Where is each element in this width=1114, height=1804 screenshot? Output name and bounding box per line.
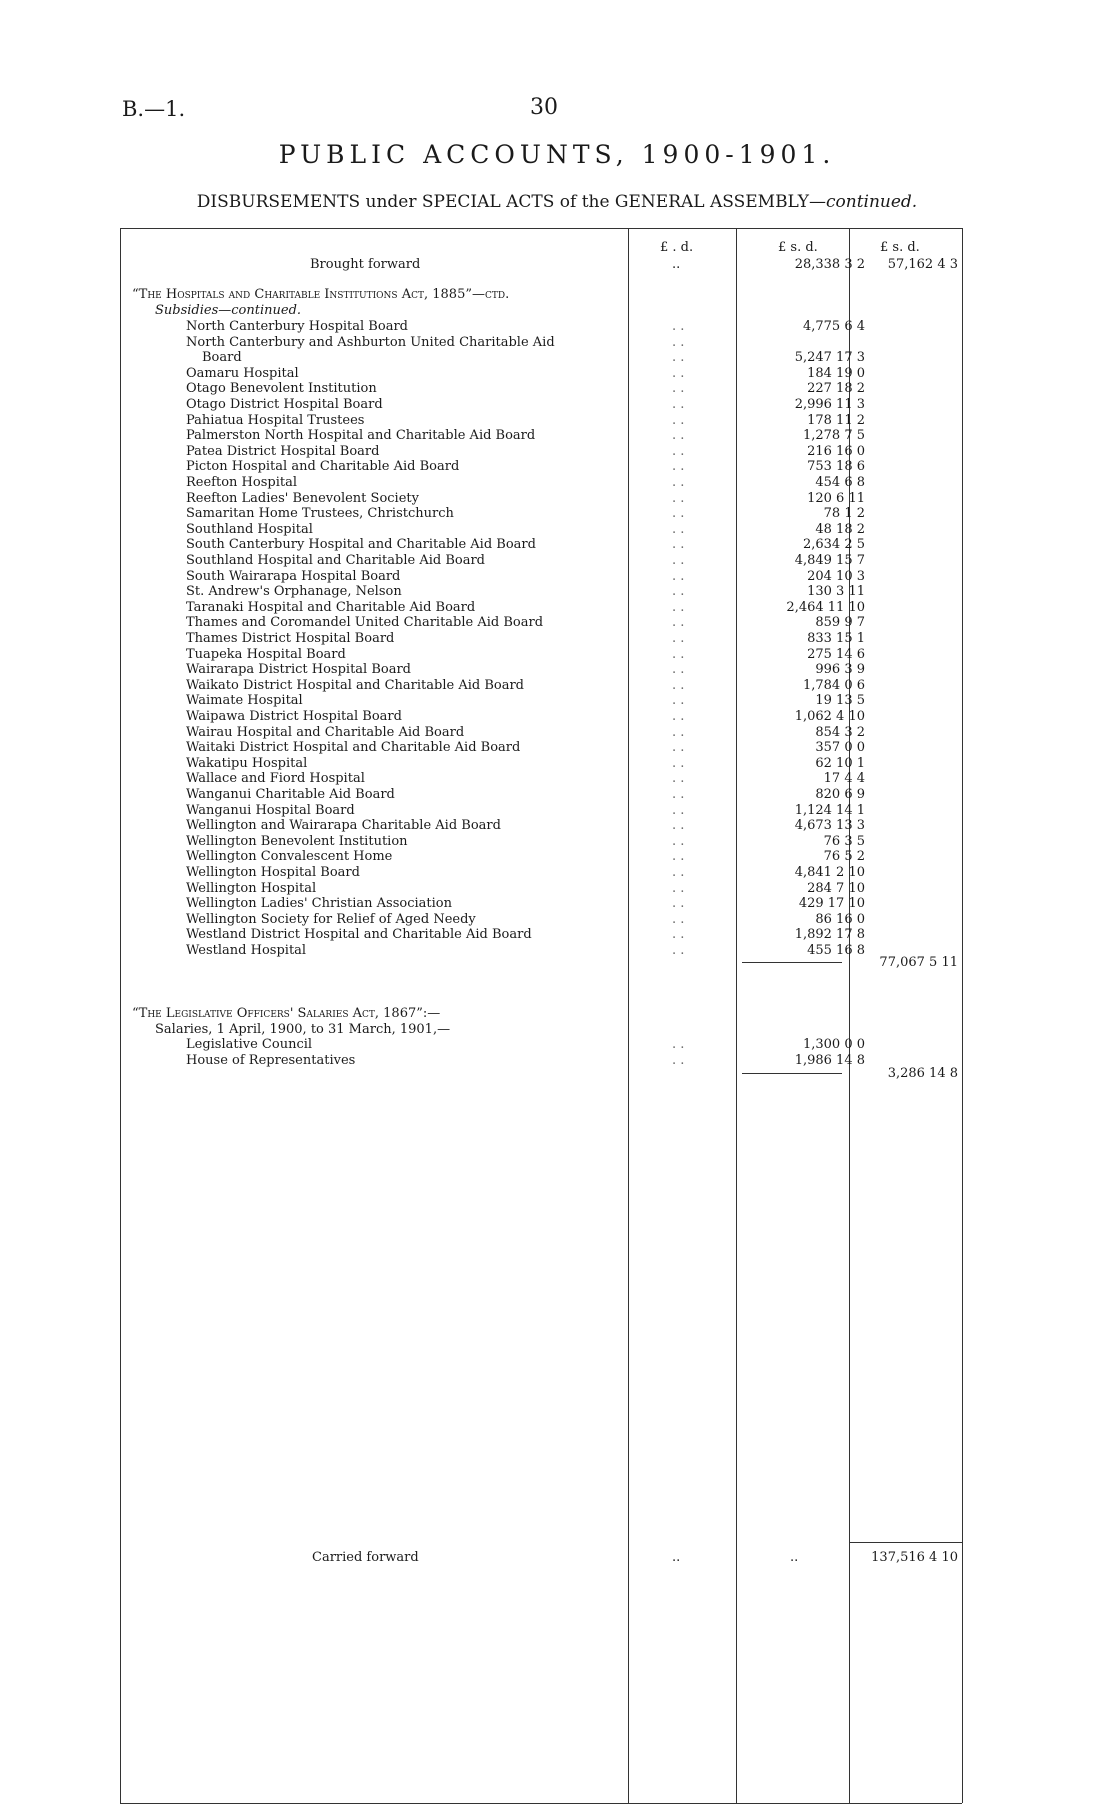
leader-dots: . .: [672, 646, 685, 662]
item-amount: 1,278 7 5: [802, 428, 865, 444]
item-label: Oamaru Hospital: [186, 365, 299, 381]
item-label: Thames District Hospital Board: [186, 631, 395, 646]
item-label: Board: [202, 350, 242, 366]
item-label: Tuapeka Hospital Board: [186, 646, 346, 662]
item-label: Wanganui Hospital Board: [186, 802, 355, 818]
list-item: [0, 709, 1114, 724]
item-amount: 76 5 2: [823, 849, 865, 865]
item-label: Wellington Ladies' Christian Association: [186, 896, 452, 912]
subtotal-rule: [742, 1073, 842, 1074]
page-subtitle: DISBURSEMENTS under SPECIAL ACTS of the GENERAL ASSEMBLY—continued.: [196, 192, 918, 212]
list-item: [0, 662, 1114, 677]
leader-dots: . .: [672, 677, 685, 693]
list-item: [0, 787, 1114, 802]
brought-forward-col-a: ..: [672, 257, 681, 272]
leader-dots: . .: [672, 553, 685, 568]
brought-forward-row: [0, 257, 1114, 272]
item-amount: 753 18 6: [807, 459, 865, 475]
item-label: Reefton Hospital: [186, 475, 297, 490]
item-label: Westland Hospital: [186, 943, 307, 958]
leader-dots: . .: [672, 943, 685, 958]
list-item: [0, 381, 1114, 396]
list-item: [0, 896, 1114, 911]
page-number: 30: [530, 95, 558, 120]
item-amount: 284 7 10: [807, 880, 865, 896]
leader-dots: . .: [672, 631, 685, 646]
leader-dots: . .: [672, 911, 685, 927]
item-amount: 1,986 14 8: [794, 1052, 865, 1068]
item-label: Wellington Convalescent Home: [186, 849, 393, 865]
carried-forward-label: Carried forward: [312, 1550, 419, 1565]
item-label: Southland Hospital and Charitable Aid Board: [186, 553, 485, 568]
item-label: Wallace and Fiord Hospital: [186, 771, 365, 787]
item-amount: 216 16 0: [807, 443, 865, 459]
item-amount: 859 9 7: [815, 615, 865, 631]
leader-dots: . .: [672, 662, 685, 678]
item-amount: 184 19 0: [807, 365, 865, 381]
list-item: [0, 803, 1114, 818]
leader-dots: . .: [672, 802, 685, 818]
column-header-c: £ s. d.: [880, 240, 920, 255]
item-label: Wanganui Charitable Aid Board: [186, 787, 395, 802]
leader-dots: . .: [672, 771, 685, 787]
list-item: [0, 553, 1114, 568]
item-label: Wellington and Wairarapa Charitable Aid Board: [186, 818, 501, 834]
leader-dots: . .: [672, 443, 685, 459]
list-item: [0, 350, 1114, 365]
item-amount: 820 6 9: [815, 787, 865, 802]
leader-dots: . .: [672, 927, 685, 943]
item-amount: 78 1 2: [823, 506, 865, 522]
item-label: Wakatipu Hospital: [186, 755, 308, 771]
subtotal-rule: [742, 962, 842, 963]
item-label: Otago Benevolent Institution: [186, 381, 377, 397]
leader-dots: . .: [672, 459, 685, 475]
page-title: PUBLIC ACCOUNTS, 1900-1901.: [278, 140, 836, 169]
item-label: Pahiatua Hospital Trustees: [186, 412, 365, 428]
item-amount: 4,673 13 3: [794, 818, 865, 834]
carried-forward-col-c: 137,516 4 10: [871, 1550, 958, 1565]
item-label: Picton Hospital and Charitable Aid Board: [186, 459, 460, 475]
list-item: [0, 756, 1114, 771]
item-label: Otago District Hospital Board: [186, 397, 383, 412]
list-item: [0, 335, 1114, 350]
column-header-b: £ s. d.: [778, 240, 818, 255]
leader-dots: . .: [672, 787, 685, 802]
item-amount: 86 16 0: [815, 911, 865, 927]
item-label: South Canterbury Hospital and Charitable Aid Board: [186, 537, 536, 553]
item-amount: 454 6 8: [815, 475, 865, 490]
item-label: Waikato District Hospital and Charitable Aid Board: [186, 677, 524, 693]
section2-total: 3,286 14 8: [887, 1066, 958, 1081]
list-item: [0, 693, 1114, 708]
list-item: [0, 459, 1114, 474]
leader-dots: . .: [672, 428, 685, 444]
item-amount: 854 3 2: [815, 724, 865, 740]
section1-total: 77,067 5 11: [879, 955, 958, 970]
item-amount: 1,124 14 1: [794, 802, 865, 818]
list-item: [0, 725, 1114, 740]
list-item: [0, 818, 1114, 833]
leader-dots: . .: [672, 506, 685, 522]
leader-dots: . .: [672, 490, 685, 506]
list-item: [0, 522, 1114, 537]
item-label: Southland Hospital: [186, 521, 313, 537]
list-item: [0, 1037, 1114, 1052]
list-item: [0, 569, 1114, 584]
item-amount: 178 11 2: [807, 412, 865, 428]
item-amount: 275 14 6: [807, 646, 865, 662]
leader-dots: . .: [672, 724, 685, 740]
section-subheading: Subsidies—continued.: [155, 303, 302, 318]
item-amount: 17 4 4: [823, 771, 865, 787]
leader-dots: . .: [672, 397, 685, 412]
item-amount: 130 3 11: [807, 584, 865, 600]
list-item: [0, 428, 1114, 443]
item-label: Thames and Coromandel United Charitable Aid Board: [186, 615, 544, 631]
leader-dots: . .: [672, 818, 685, 834]
item-label: Reefton Ladies' Benevolent Society: [186, 490, 419, 506]
list-item: [0, 491, 1114, 506]
item-amount: 996 3 9: [815, 662, 865, 678]
list-item: [0, 631, 1114, 646]
item-label: Waitaki District Hospital and Charitable Aid Board: [186, 740, 521, 756]
item-amount: 204 10 3: [807, 568, 865, 584]
item-label: Waimate Hospital: [186, 693, 303, 709]
item-amount: 1,300 0 0: [802, 1037, 865, 1052]
list-item: [0, 615, 1114, 630]
leader-dots: . .: [672, 537, 685, 553]
list-item: [0, 849, 1114, 864]
leader-dots: . .: [672, 755, 685, 771]
item-label: Waipawa District Hospital Board: [186, 709, 402, 724]
item-amount: 357 0 0: [815, 740, 865, 756]
document-reference: B.—1.: [122, 97, 186, 121]
section-heading: “The Hospitals and Charitable Institutions Act, 1885”—ctd.: [132, 287, 510, 302]
section-subheading: Salaries, 1 April, 1900, to 31 March, 1901,—: [155, 1022, 451, 1037]
item-amount: 429 17 10: [798, 896, 865, 912]
leader-dots: . .: [672, 1052, 685, 1068]
brought-forward-col-b: 28,338 3 2: [794, 257, 865, 272]
item-amount: 4,849 15 7: [794, 553, 865, 568]
item-label: North Canterbury and Ashburton United Charitable Aid: [186, 334, 555, 350]
item-amount: 5,247 17 3: [794, 350, 865, 366]
list-item: [0, 865, 1114, 880]
leader-dots: . .: [672, 880, 685, 896]
carried-forward-col-a: ..: [672, 1550, 681, 1565]
list-item: [0, 600, 1114, 615]
item-amount: 455 16 8: [807, 943, 865, 958]
item-amount: 76 3 5: [823, 833, 865, 849]
item-label: Wairau Hospital and Charitable Aid Board: [186, 724, 465, 740]
leader-dots: . .: [672, 615, 685, 631]
leader-dots: . .: [672, 568, 685, 584]
item-label: House of Representatives: [186, 1052, 356, 1068]
leader-dots: . .: [672, 475, 685, 490]
carried-forward-col-b: ..: [790, 1550, 799, 1565]
item-label: Westland District Hospital and Charitable Aid Board: [186, 927, 532, 943]
item-amount: 1,892 17 8: [794, 927, 865, 943]
carried-forward-row: [0, 1550, 1114, 1565]
leader-dots: . .: [672, 381, 685, 397]
item-amount: 227 18 2: [807, 381, 865, 397]
leader-dots: . .: [672, 1037, 685, 1052]
item-amount: 833 15 1: [807, 631, 865, 646]
item-label: Legislative Council: [186, 1037, 313, 1052]
item-label: South Wairarapa Hospital Board: [186, 568, 401, 584]
item-label: St. Andrew's Orphanage, Nelson: [186, 584, 402, 600]
list-item: [0, 881, 1114, 896]
section-heading: “The Legislative Officers' Salaries Act, 1867”:—: [132, 1006, 441, 1021]
item-amount: 2,464 11 10: [786, 599, 865, 615]
leader-dots: . .: [672, 740, 685, 756]
item-amount: 62 10 1: [815, 755, 865, 771]
item-amount: 120 6 11: [807, 490, 865, 506]
list-item: [0, 771, 1114, 786]
table-top-rule: [120, 228, 962, 229]
item-amount: 4,841 2 10: [794, 865, 865, 880]
list-item: [0, 444, 1114, 459]
list-item: [0, 366, 1114, 381]
item-label: Palmerston North Hospital and Charitable Aid Board: [186, 428, 536, 444]
item-label: Samaritan Home Trustees, Christchurch: [186, 506, 454, 522]
brought-forward-col-c: 57,162 4 3: [887, 257, 958, 272]
list-item: [0, 647, 1114, 662]
item-amount: 48 18 2: [815, 521, 865, 537]
leader-dots: . .: [672, 334, 685, 350]
leader-dots: . .: [672, 412, 685, 428]
list-item: [0, 740, 1114, 755]
leader-dots: . .: [672, 709, 685, 724]
leader-dots: . .: [672, 584, 685, 600]
item-amount: 19 13 5: [815, 693, 865, 709]
leader-dots: . .: [672, 833, 685, 849]
leader-dots: . .: [672, 849, 685, 865]
item-amount: 1,062 4 10: [794, 709, 865, 724]
item-amount: 2,996 11 3: [794, 397, 865, 412]
leader-dots: . .: [672, 865, 685, 880]
leader-dots: . .: [672, 521, 685, 537]
item-amount: 4,775 6 4: [802, 319, 865, 334]
item-label: Wellington Hospital Board: [186, 865, 360, 880]
item-label: Wellington Society for Relief of Aged Needy: [186, 911, 476, 927]
list-item: [0, 319, 1114, 334]
list-item: [0, 413, 1114, 428]
item-label: North Canterbury Hospital Board: [186, 319, 408, 334]
item-label: Wellington Hospital: [186, 880, 317, 896]
list-item: [0, 397, 1114, 412]
leader-dots: . .: [672, 693, 685, 709]
total-rule: [849, 1542, 962, 1543]
list-item: [0, 537, 1114, 552]
item-label: Patea District Hospital Board: [186, 443, 380, 459]
item-label: Taranaki Hospital and Charitable Aid Board: [186, 599, 476, 615]
list-item: [0, 834, 1114, 849]
list-item: [0, 506, 1114, 521]
column-header-a: £ . d.: [660, 240, 694, 255]
list-item: [0, 584, 1114, 599]
brought-forward-label: Brought forward: [310, 257, 421, 272]
leader-dots: . .: [672, 350, 685, 366]
item-label: Wellington Benevolent Institution: [186, 833, 408, 849]
leader-dots: . .: [672, 599, 685, 615]
leader-dots: . .: [672, 896, 685, 912]
item-amount: 1,784 0 6: [802, 677, 865, 693]
list-item: [0, 927, 1114, 942]
list-item: [0, 475, 1114, 490]
leader-dots: . .: [672, 319, 685, 334]
list-item: [0, 678, 1114, 693]
leader-dots: . .: [672, 365, 685, 381]
list-item: [0, 912, 1114, 927]
item-amount: 2,634 2 5: [802, 537, 865, 553]
item-label: Wairarapa District Hospital Board: [186, 662, 412, 678]
